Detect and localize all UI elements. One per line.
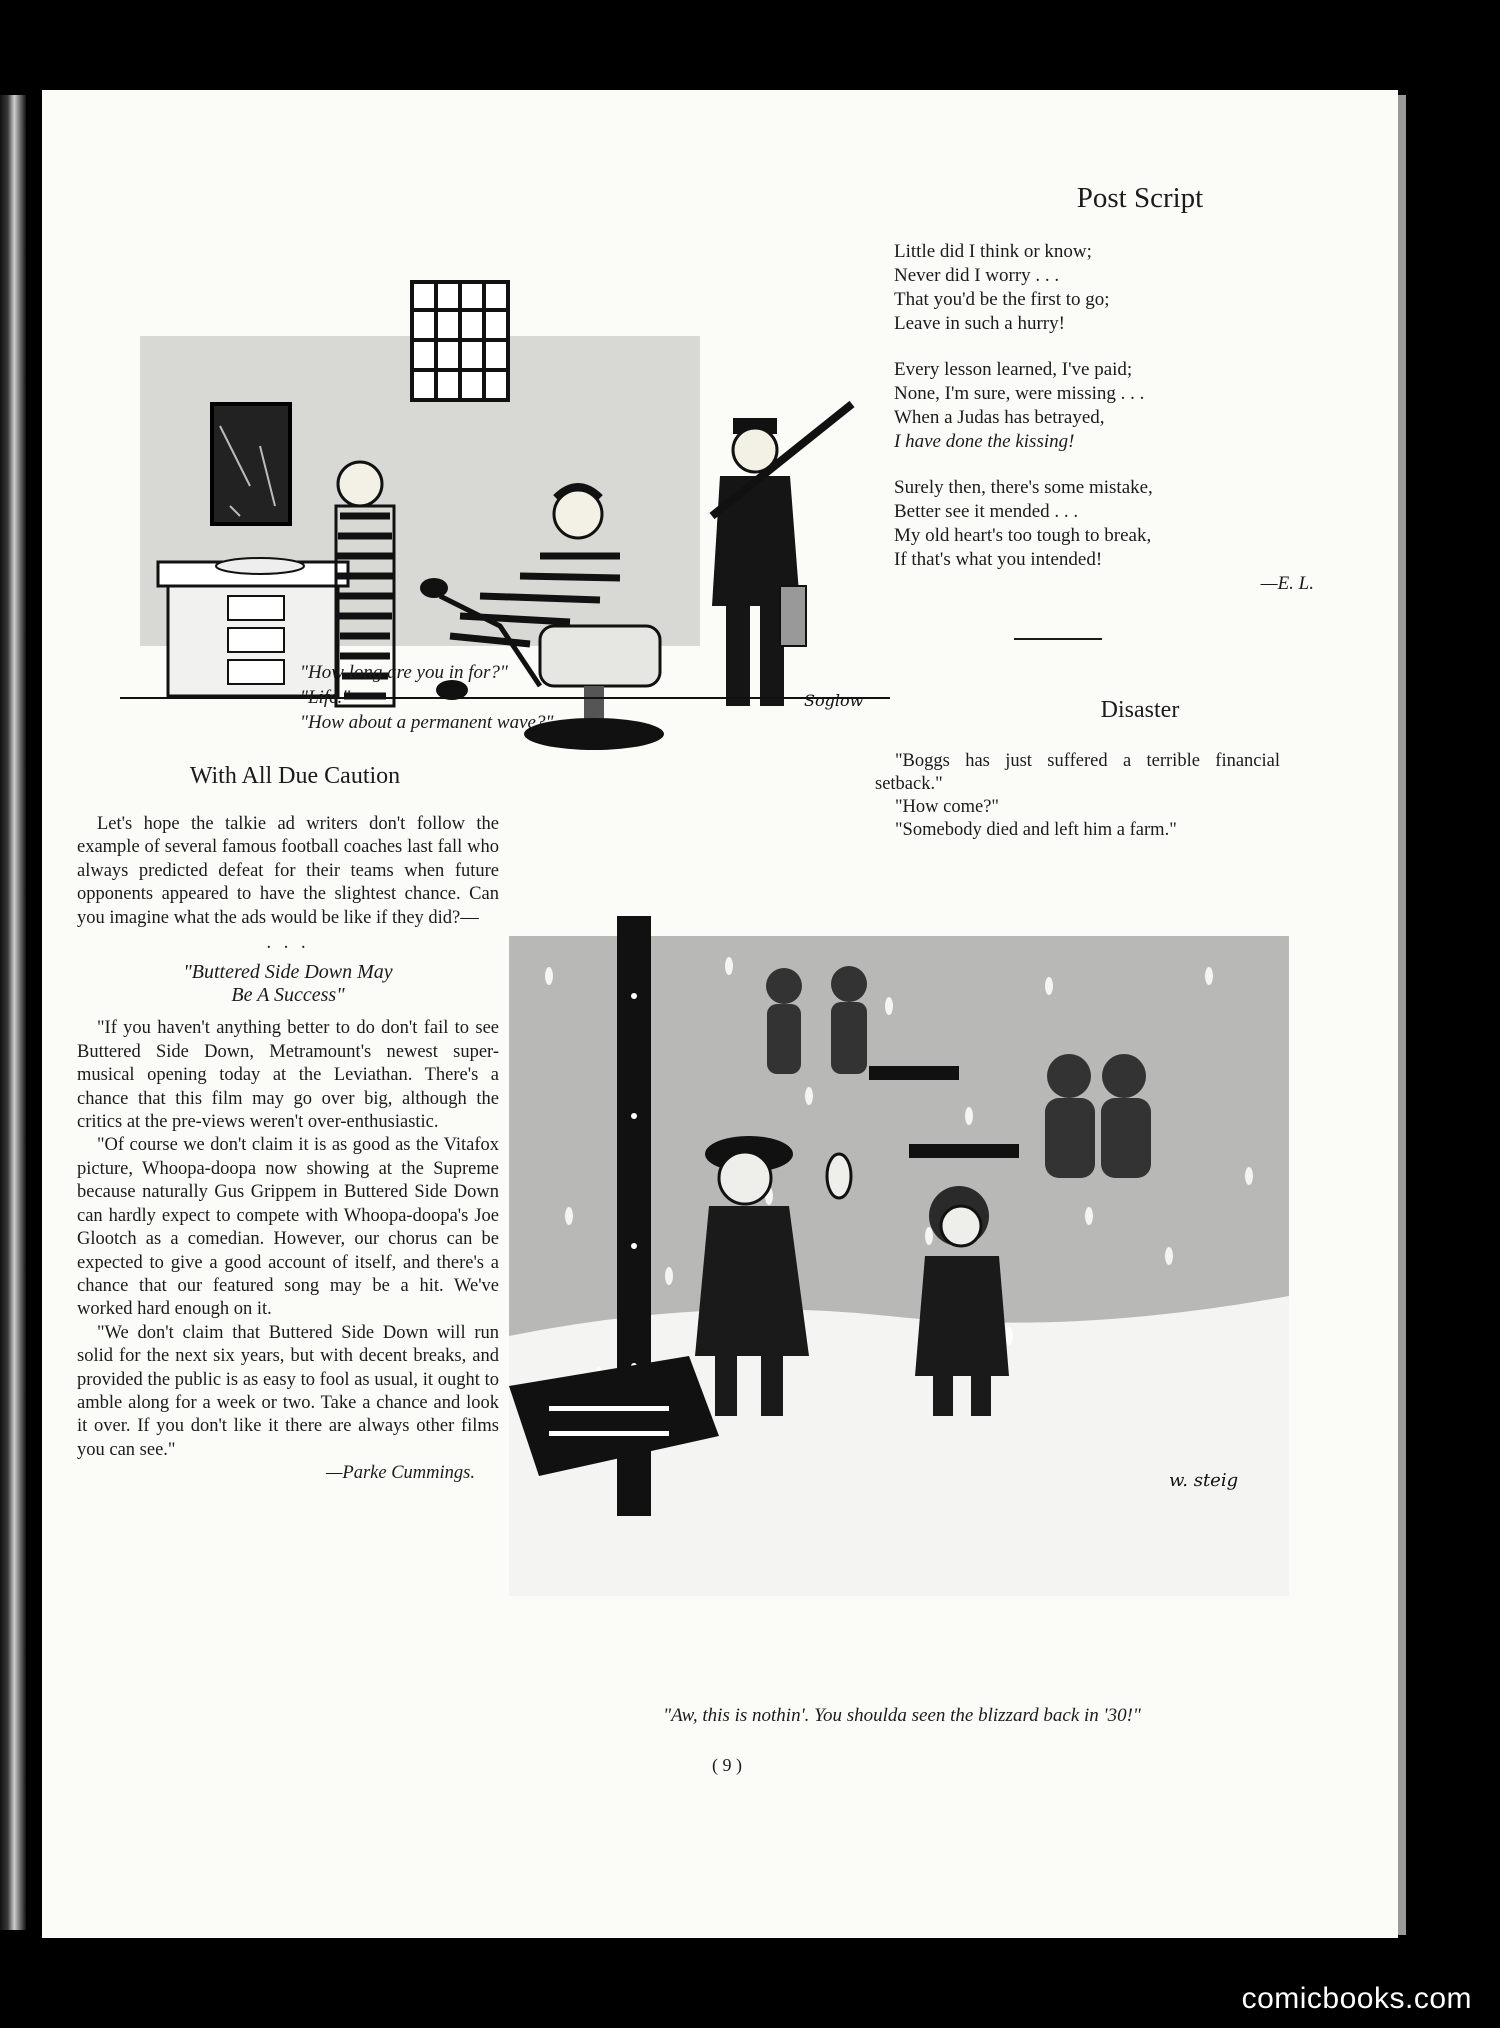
poem-stanza — [894, 476, 1314, 572]
magazine-page — [42, 90, 1398, 1938]
article-intro: Let's hope the talkie ad writers don't follow the example of several famous football coaches last fall who always predicted defeat for their teams when future opponents appeared to have the slightest chance. Can you imagine what the ads would be like if they did?— — [77, 814, 499, 928]
poem-line: My old heart's too tough to break, — [894, 525, 1152, 546]
section-divider — [1014, 638, 1102, 640]
subtitle-line: "Buttered Side Down May — [183, 961, 393, 984]
right-page-edge — [1398, 95, 1406, 1935]
cartoon1-signature: Soglow — [804, 691, 864, 710]
poem-line: When a Judas has betrayed, — [894, 407, 1105, 428]
disaster-text — [875, 750, 1280, 842]
post-script-poem — [894, 240, 1314, 596]
post-script-title: Post Script — [1076, 182, 1204, 214]
caption-line: "How long are you in for?" — [300, 662, 508, 683]
caption-line: "Life." — [300, 687, 351, 708]
disaster-line: "How come?" — [895, 797, 999, 817]
article-paragraph: "Of course we don't claim it is as good as the Vitafox picture, Whoopa-doopa now showing at the Supreme because naturally Gus Grippem in Buttered Side Down can hardly expect to compete with Whoopa-doopa's Joe Glootch as a comedian. However, our chorus can be expected to give a good account of itself, and there's a chance that our featured song may be a hit. We've worked hard enough on it. — [77, 1135, 499, 1320]
poem-line: If that's what you intended! — [894, 549, 1103, 570]
poem-stanza — [894, 358, 1314, 454]
blizzard-cartoon — [509, 916, 1289, 1596]
cartoon2-caption: "Aw, this is nothin'. You shoulda seen the blizzard back in '30!" — [663, 1705, 1141, 1726]
cartoon1-caption — [300, 660, 553, 735]
poem-line: None, I'm sure, were missing . . . — [894, 383, 1145, 404]
poem-line: Surely then, there's some mistake, — [894, 477, 1153, 498]
article-subtitle — [77, 961, 499, 1007]
poem-line: I have done the kissing! — [894, 431, 1075, 452]
page-number: ( 9 ) — [712, 1755, 742, 1775]
poem-line: Never did I worry . . . — [894, 265, 1060, 286]
caution-title: With All Due Caution — [189, 763, 401, 789]
poem-line: Better see it mended . . . — [894, 501, 1079, 522]
article-byline: —Parke Cummings. — [325, 1463, 475, 1484]
left-page-edge — [0, 95, 26, 1930]
poem-line: Every lesson learned, I've paid; — [894, 359, 1133, 380]
watermark-text: comicbooks.com — [1241, 1982, 1472, 2015]
poem-stanza — [894, 240, 1314, 336]
barred-window — [412, 282, 508, 400]
disaster-line: "Somebody died and left him a farm." — [895, 820, 1177, 840]
caption-line: "How about a permanent wave?" — [300, 712, 554, 733]
disaster-title: Disaster — [1100, 697, 1180, 723]
article-paragraph: "If you haven't anything better to do don't fail to see Buttered Side Down, Metramount's newest super-musical opening today at the Leviathan. There's a chance that this film may go over big, although the critics at the pre-views weren't over-enthusiastic. — [77, 1018, 499, 1133]
poem-line: That you'd be the first to go; — [894, 289, 1110, 310]
caution-article — [77, 813, 499, 1486]
disaster-line: "Boggs has just suffered a terrible financial setback." — [875, 751, 1280, 794]
subtitle-line: Be A Success" — [231, 984, 345, 1007]
cartoon2-signature: w. steig — [1169, 1470, 1239, 1491]
ellipsis-divider: . . . — [266, 933, 310, 954]
poem-line: Leave in such a hurry! — [894, 313, 1065, 334]
poem-line: Little did I think or know; — [894, 241, 1092, 262]
poem-signoff: —E. L. — [1260, 573, 1314, 594]
article-paragraph: "We don't claim that Buttered Side Down will run solid for the next six years, but with decent breaks, and provided the public is as easy to fool as usual, it ought to amble along for a week or two. Take a chance and look it over. If you don't like it there are always other films you can see." — [77, 1322, 499, 1460]
